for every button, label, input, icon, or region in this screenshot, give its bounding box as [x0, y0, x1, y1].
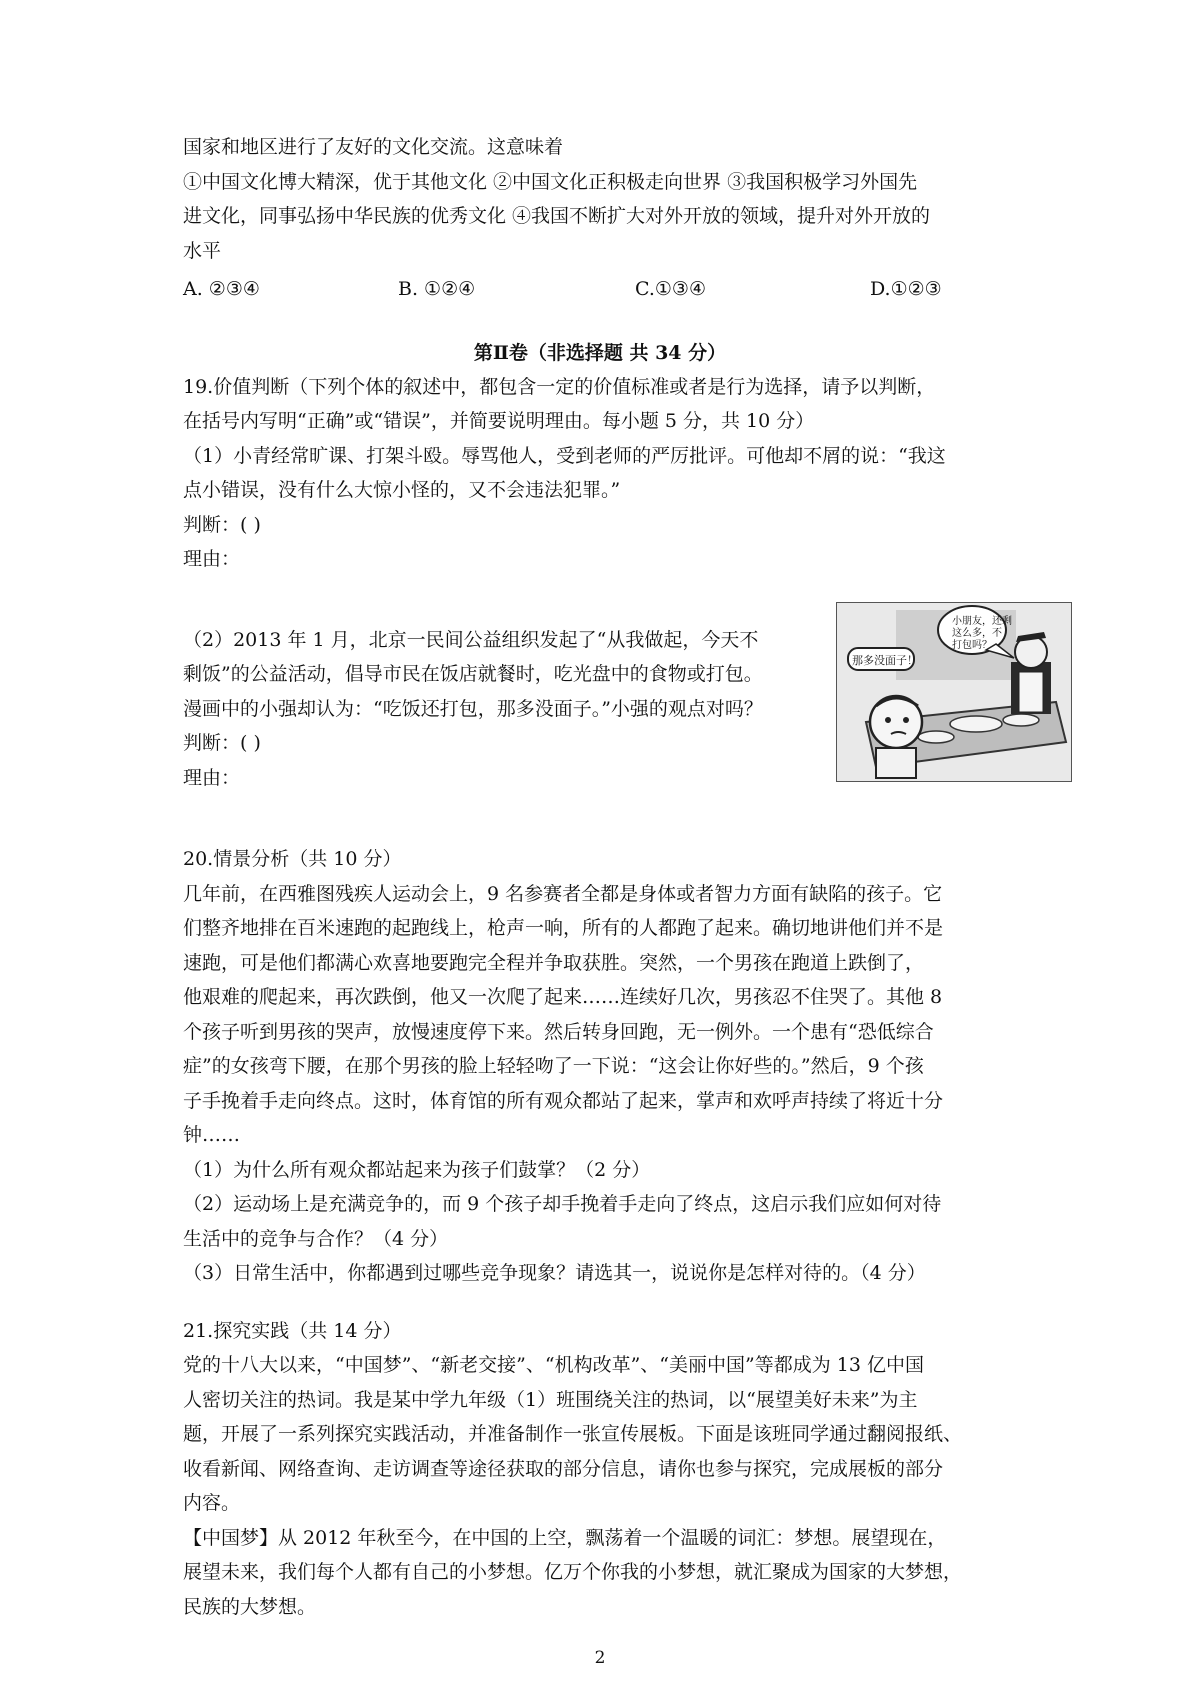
- q18-line: 国家和地区进行了友好的文化交流。这意味着: [183, 136, 564, 158]
- q19-part2-line: 漫画中的小强却认为：“吃饭还打包，那多没面子。”小强的观点对吗？: [183, 698, 763, 720]
- q21-line: 人密切关注的热词。我是某中学九年级（1）班围绕关注的热词，以“展望美好未来”为主: [183, 1389, 918, 1411]
- q20-subquestion: （1）为什么所有观众都站起来为孩子们鼓掌？（2 分）: [183, 1159, 651, 1181]
- q20-line: 他艰难的爬起来，再次跌倒，他又一次爬了起来……连续好几次，男孩忍不住哭了。其他 8: [183, 986, 943, 1008]
- q19-line: （1）小青经常旷课、打架斗殴。辱骂他人，受到老师的严厉批评。可他却不屑的说：“我这: [183, 445, 946, 467]
- page-number: 2: [594, 1648, 606, 1668]
- q21-line: 内容。: [183, 1492, 241, 1514]
- q18-option-a: A. ②③④: [183, 278, 260, 300]
- q21-line: 党的十八大以来，“中国梦”、“新老交接”、“机构改革”、“美丽中国”等都成为 13 亿中国: [183, 1354, 924, 1376]
- q19-judgment: 判断：( ): [183, 514, 261, 536]
- q20-subquestion: 生活中的竞争与合作？（4 分）: [183, 1228, 449, 1250]
- q20-line: 20.情景分析（共 10 分）: [183, 848, 402, 870]
- q19-reason: 理由：: [183, 548, 241, 570]
- q21-line: 【中国梦】从 2012 年秋至今，在中国的上空，飘荡着一个温暖的词汇：梦想。展望现在，: [183, 1527, 947, 1549]
- q19-line: 点小错误，没有什么大惊小怪的，又不会违法犯罪。”: [183, 479, 621, 501]
- q21-line: 民族的大梦想。: [183, 1596, 317, 1618]
- q19-line: 19.价值判断（下列个体的叙述中，都包含一定的价值标准或者是行为选择，请予以判断，: [183, 376, 936, 398]
- q20-line: 几年前，在西雅图残疾人运动会上，9 名参赛者全都是身体或者智力方面有缺陷的孩子。它: [183, 883, 943, 905]
- q20-line: 们整齐地排在百米速跑的起跑线上，枪声一响，所有的人都跑了起来。确切地讲他们并不是: [183, 917, 944, 939]
- q20-line: 速跑，可是他们都满心欢喜地要跑完全程并争取获胜。突然，一个男孩在跑道上跌倒了，: [183, 952, 925, 974]
- q18-option-c: C.①③④: [635, 278, 706, 300]
- q21-line: 展望未来，我们每个人都有自己的小梦想。亿万个你我的小梦想，就汇聚成为国家的大梦想，: [183, 1561, 963, 1583]
- q18-option-b: B. ①②④: [398, 278, 476, 300]
- q20-subquestion: （3）日常生活中，你都遇到过哪些竞争现象？请选其一，说说你是怎样对待的。（4 分）: [183, 1262, 926, 1284]
- q21-line: 题，开展了一系列探究实践活动，并准备制作一张宣传展板。下面是该班同学通过翻阅报纸、: [183, 1423, 963, 1445]
- q18-option-d: D.①②③: [870, 278, 942, 300]
- q19-part2-line: 剩饭”的公益活动，倡导市民在饭店就餐时，吃光盘中的食物或打包。: [183, 663, 763, 685]
- svg-text:这么多，不: 这么多，不: [952, 628, 1002, 639]
- q20-line: 子手挽着手走向终点。这时，体育馆的所有观众都站了起来，掌声和欢呼声持续了将近十分: [183, 1090, 944, 1112]
- q19-part2-judgment: 判断：( ): [183, 732, 261, 754]
- q18-line: 进文化，同事弘扬中华民族的优秀文化 ④我国不断扩大对外开放的领域，提升对外开放的: [183, 205, 931, 227]
- cartoon-bubble-boy: 那多没面子！: [852, 654, 918, 667]
- q20-line: 症”的女孩弯下腰，在那个男孩的脸上轻轻吻了一下说：“这会让你好些的。”然后，9 个孩: [183, 1055, 924, 1077]
- section-title: 第Ⅱ卷（非选择题 共 34 分）: [473, 342, 727, 364]
- q19-line: 在括号内写明“正确”或“错误”，并简要说明理由。每小题 5 分，共 10 分）: [183, 410, 815, 432]
- cartoon-image: [836, 602, 1072, 782]
- q19-part2-line: （2）2013 年 1 月，北京一民间公益组织发起了“从我做起，今天不: [183, 629, 759, 651]
- svg-text:打包吗？: 打包吗？: [952, 640, 992, 651]
- q20-line: 钟……: [183, 1124, 241, 1146]
- q20-subquestion: （2）运动场上是充满竞争的，而 9 个孩子却手挽着手走向了终点，这启示我们应如何对待: [183, 1193, 942, 1215]
- q18-line: 水平: [183, 240, 222, 262]
- cartoon-bubble-waiter: 小朋友，还剩: [952, 616, 1012, 627]
- q19-part2-reason: 理由：: [183, 767, 241, 789]
- q21-line: 21.探究实践（共 14 分）: [183, 1320, 402, 1342]
- q21-line: 收看新闻、网络查询、走访调查等途径获取的部分信息，请你也参与探究，完成展板的部分: [183, 1458, 944, 1480]
- q18-line: ①中国文化博大精深，优于其他文化 ②中国文化正积极走向世界 ③我国积极学习外国先: [183, 171, 918, 193]
- q20-line: 个孩子听到男孩的哭声，放慢速度停下来。然后转身回跑，无一例外。一个患有“恐低综合: [183, 1021, 934, 1043]
